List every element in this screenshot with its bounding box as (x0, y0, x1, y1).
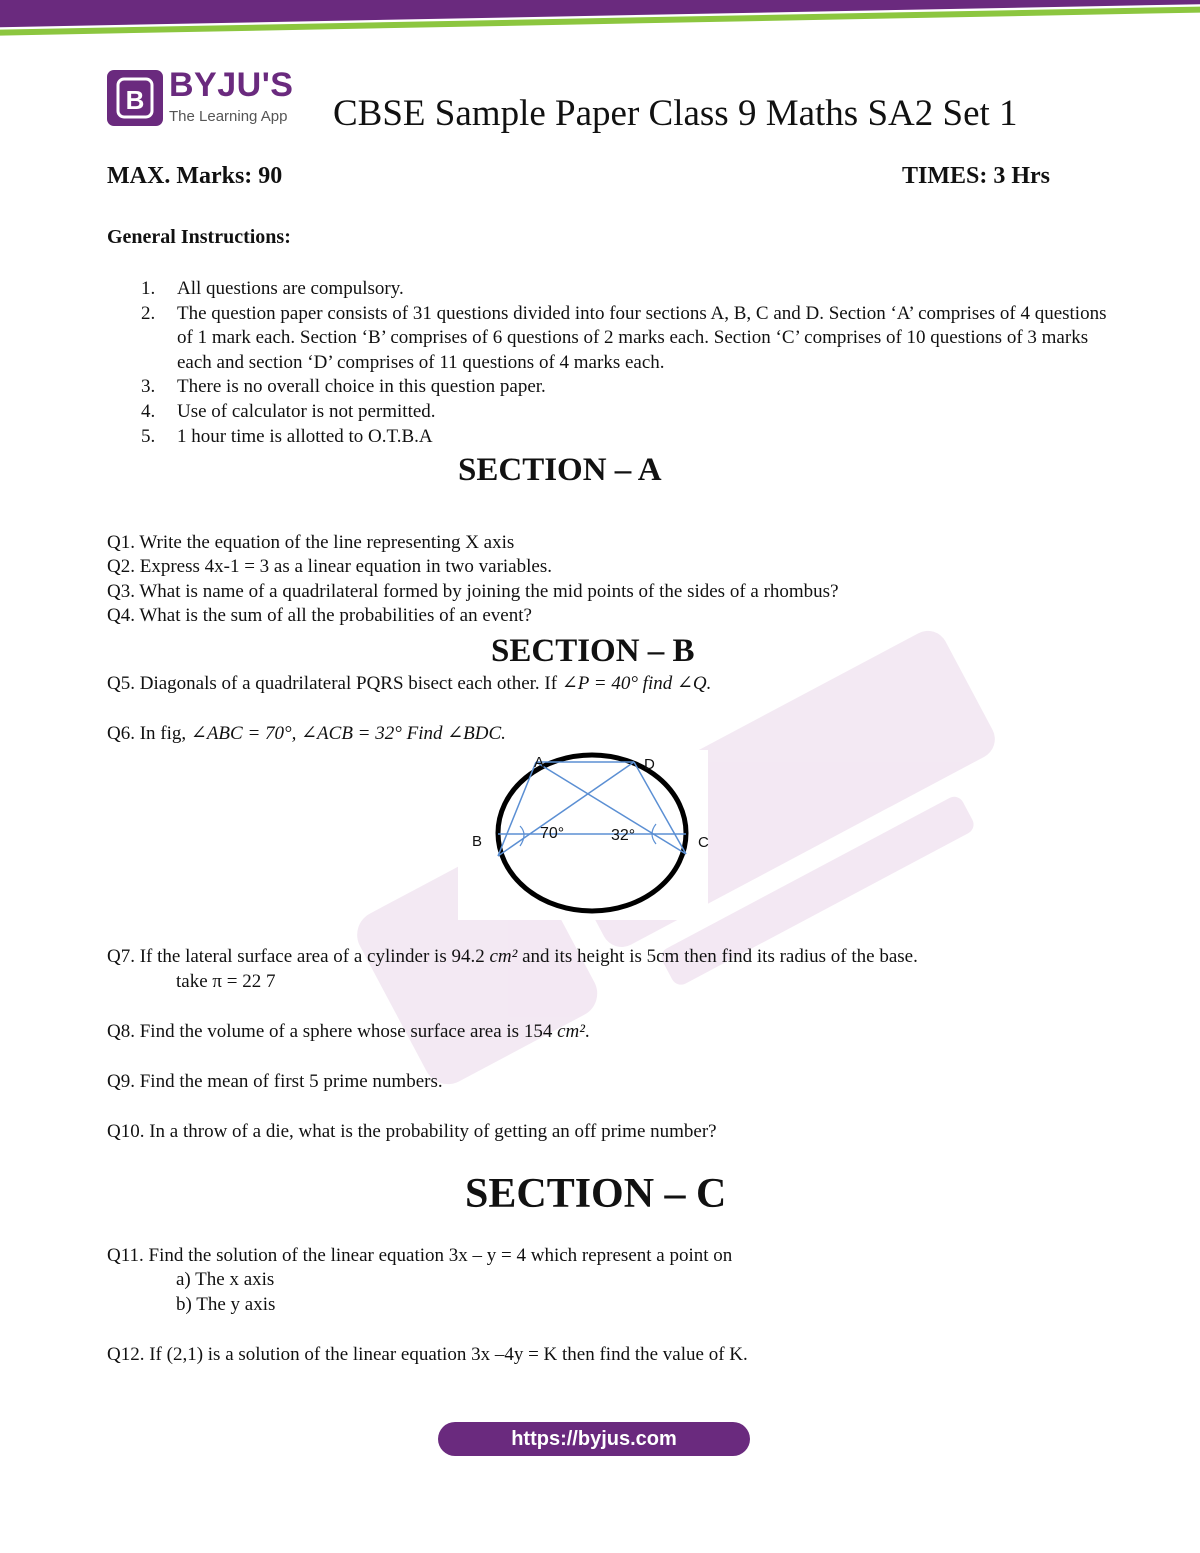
question-12: Q12. If (2,1) is a solution of the linear equation 3x –4y = K then find the value of K. (107, 1344, 748, 1365)
vertex-d-label: D (644, 756, 655, 773)
angle-b-arc (520, 826, 524, 846)
question-10: Q10. In a throw of a die, what is the probability of getting an off prime number? (107, 1121, 717, 1142)
question-7-take: take π = 22 7 (176, 971, 276, 992)
question-8 (107, 1021, 590, 1043)
instruction-number: 3. (141, 376, 156, 398)
question-7 (107, 946, 918, 968)
question-11-part-b: b) The y axis (176, 1294, 276, 1315)
angle-b-label: 70° (540, 825, 565, 842)
instruction-text: 1 hour time is allotted to O.T.B.A (177, 425, 433, 447)
vertex-b-label: B (472, 833, 483, 850)
line-dc (634, 762, 686, 854)
question-6-math: ∠ABC = 70°, ∠ACB = 32° Find ∠BDC. (190, 723, 506, 744)
instruction-number: 2. (141, 302, 156, 324)
instruction-item (107, 302, 1107, 376)
question-5 (107, 672, 711, 695)
circle-outline (498, 755, 686, 911)
question-4: Q4. What is the sum of all the probabilities of an event? (107, 605, 532, 626)
logo-name: BYJU'S (169, 66, 294, 104)
footer-url-link[interactable]: https://byjus.com (438, 1422, 750, 1456)
instruction-text: All questions are compulsory. (177, 278, 404, 299)
logo-tagline: The Learning App (169, 108, 288, 125)
question-7-text-end: and its height is 5cm then find its radius of the base. (517, 946, 918, 967)
question-7-unit: cm² (489, 946, 518, 967)
instruction-item (107, 277, 1107, 302)
question-5-math: ∠P = 40° find ∠Q. (561, 673, 712, 694)
instruction-text: There is no overall choice in this question paper. (177, 376, 546, 398)
instruction-number: 4. (141, 400, 156, 422)
logo-letter: B (125, 85, 145, 115)
instruction-item (107, 425, 1107, 450)
instructions-list (107, 277, 1107, 449)
instruction-item (107, 400, 1107, 425)
question-8-unit: cm² (557, 1021, 585, 1042)
question-5-text: Q5. Diagonals of a quadrilateral PQRS bisect each other. If (107, 673, 562, 694)
byjus-logo (107, 66, 307, 128)
instruction-number: 5. (141, 425, 156, 447)
question-6-text: Q6. In fig, (107, 723, 191, 744)
vertex-a-label: A (534, 754, 545, 771)
vertex-c-label: C (698, 834, 709, 851)
section-c-heading: SECTION – C (465, 1171, 727, 1217)
instruction-number: 1. (141, 278, 156, 299)
instructions-heading: General Instructions: (107, 226, 291, 248)
question-6 (107, 722, 506, 745)
question-11: Q11. Find the solution of the linear equation 3x – y = 4 which represent a point on (107, 1245, 733, 1266)
document-title: CBSE Sample Paper Class 9 Maths SA2 Set 1 (333, 93, 1018, 134)
question-8-end: . (584, 1021, 590, 1042)
question-3: Q3. What is name of a quadrilateral formed by joining the mid points of the sides of a rhombus? (107, 581, 839, 602)
circle-diagram (458, 750, 708, 920)
question-8-text: Q8. Find the volume of a sphere whose surface area is 154 (107, 1021, 558, 1042)
section-b-heading: SECTION – B (491, 633, 695, 669)
header-band (0, 0, 1200, 40)
logo-mark (107, 70, 163, 126)
angle-c-label: 32° (611, 827, 636, 844)
question-1: Q1. Write the equation of the line representing X axis (107, 532, 515, 553)
question-7-hint (176, 971, 275, 993)
logo-b-icon (107, 70, 163, 126)
exam-time: TIMES: 3 Hrs (901, 163, 1050, 189)
question-7-text: Q7. If the lateral surface area of a cylinder is 94.2 (107, 946, 490, 967)
question-2: Q2. Express 4x-1 = 3 as a linear equation in two variables. (107, 556, 552, 577)
max-marks: MAX. Marks: 90 (107, 163, 283, 189)
section-a-heading: SECTION – A (458, 452, 662, 488)
instruction-text: The question paper consists of 31 questions divided into four sections A, B, C and D. Section ‘A’ comprises of 4 questions of 1 mark each. Section ‘B’ comprises of 6 questions of 2 marks each. Section ‘C’ comprises of 10 questions of 3 marks each and section ‘D’ comprises of 11 questions of 4 marks each. (177, 302, 1107, 373)
question-11-part-a: a) The x axis (176, 1269, 275, 1290)
cyclic-quadrilateral-figure (458, 750, 708, 920)
instruction-item (107, 375, 1107, 400)
question-9: Q9. Find the mean of first 5 prime numbers. (107, 1071, 443, 1092)
instruction-text: Use of calculator is not permitted. (177, 400, 436, 422)
